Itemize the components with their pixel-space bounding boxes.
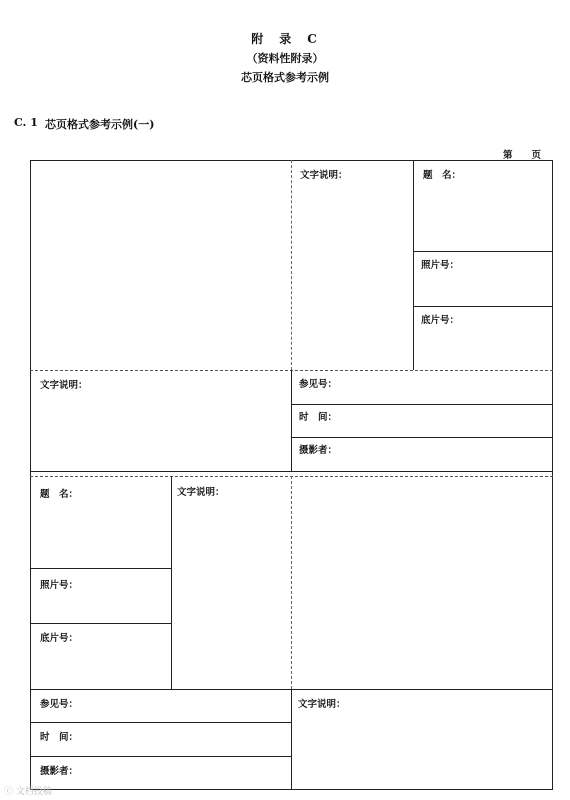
- divider: [291, 689, 292, 790]
- negative-number-label: 底片号：: [421, 315, 460, 326]
- divider: [413, 251, 553, 252]
- caption-label: 题 名：: [423, 170, 462, 181]
- divider: [171, 476, 172, 689]
- divider: [291, 476, 292, 689]
- caption-label: 题 名：: [40, 489, 79, 500]
- divider: [30, 722, 291, 723]
- text-description-label: 文字说明：: [300, 170, 348, 181]
- photographer-label: 摄影者：: [40, 766, 79, 777]
- page-number-label: 第 页: [503, 150, 542, 161]
- divider: [291, 437, 553, 438]
- reference-number-label: 参见号：: [40, 699, 79, 710]
- divider: [30, 756, 291, 757]
- section-title: 芯页格式参考示例(一): [45, 118, 155, 131]
- text-description-label: 文字说明：: [298, 699, 346, 710]
- watermark: ⓒ 文档投稿: [4, 787, 52, 797]
- photo-number-label: 照片号：: [40, 580, 79, 591]
- section-number: C. 1: [14, 116, 38, 129]
- divider: [291, 370, 292, 471]
- time-label: 时 间：: [299, 412, 338, 423]
- divider: [413, 306, 553, 307]
- photo-number-label: 照片号：: [421, 260, 460, 271]
- appendix-type: （资料性附录）: [246, 52, 324, 65]
- divider: [30, 568, 171, 569]
- time-label: 时 间：: [40, 732, 79, 743]
- divider: [291, 160, 292, 370]
- photographer-label: 摄影者：: [299, 445, 338, 456]
- appendix-title: 芯页格式参考示例: [241, 71, 329, 84]
- divider: [30, 623, 171, 624]
- divider: [413, 160, 414, 370]
- divider: [30, 471, 553, 472]
- appendix-heading: 附 录 C: [251, 32, 319, 46]
- reference-number-label: 参见号：: [299, 379, 338, 390]
- divider: [291, 404, 553, 405]
- text-description-label: 文字说明：: [177, 487, 225, 498]
- negative-number-label: 底片号：: [40, 633, 79, 644]
- text-description-label: 文字说明：: [40, 380, 88, 391]
